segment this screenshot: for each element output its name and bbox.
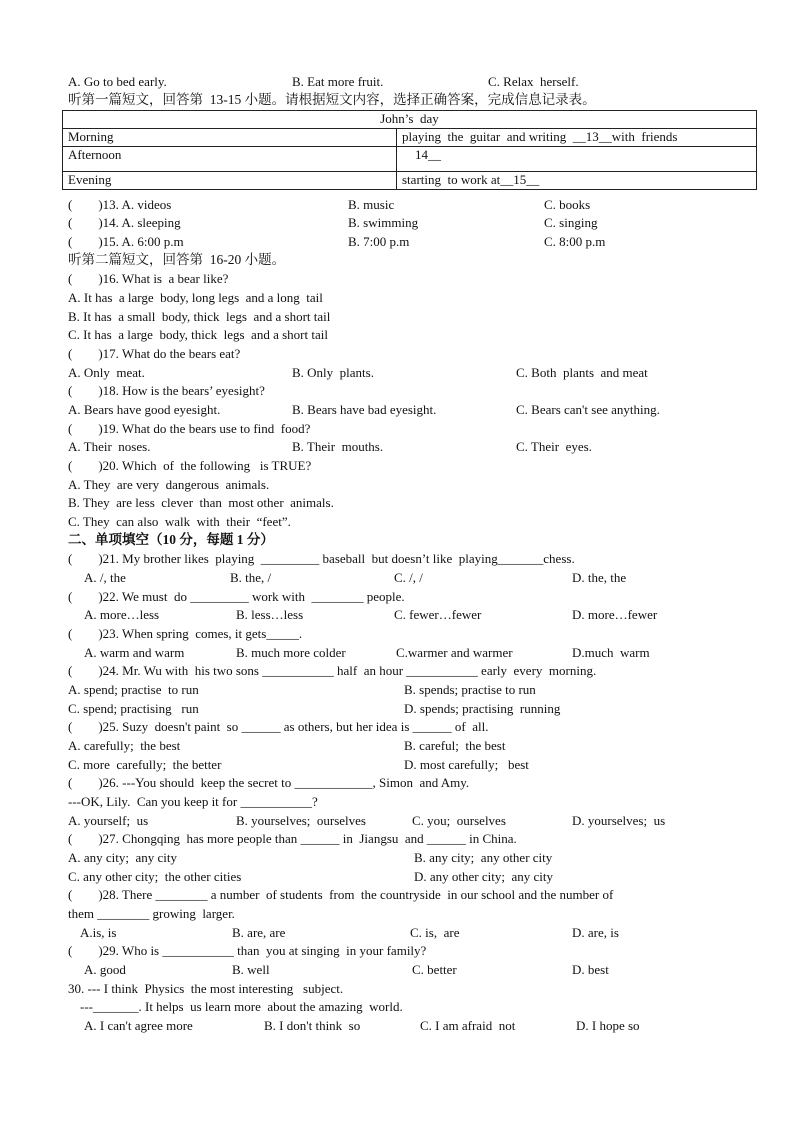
question-24-stem: ( )24. Mr. Wu with his two sons ___________ half an hour ___________ early every morning. bbox=[68, 663, 597, 678]
table-row-label: Afternoon bbox=[63, 147, 397, 172]
table-row-label: Evening bbox=[63, 172, 397, 190]
question-25-stem: ( )25. Suzy doesn't paint so ______ as others, but her idea is ______ of all. bbox=[68, 719, 489, 734]
question-26-option-b: B. yourselves; ourselves bbox=[236, 813, 366, 828]
question-24-option-c: C. spend; practising run bbox=[68, 701, 199, 716]
question-21-option-d: D. the, the bbox=[572, 570, 627, 585]
question-16-stem: ( )16. What is a bear like? bbox=[68, 271, 229, 286]
question-26-option-d: D. yourselves; us bbox=[572, 813, 666, 828]
table-row-value: 14__ bbox=[397, 147, 757, 172]
question-28-option-c: C. is, are bbox=[410, 925, 460, 940]
question-30-option-d: D. I hope so bbox=[576, 1018, 640, 1033]
q12-option-b: B. Eat more fruit. bbox=[292, 74, 384, 89]
question-17-option-a: A. Only meat. bbox=[68, 365, 145, 380]
question-27-option-d: D. any other city; any city bbox=[414, 869, 553, 884]
question-26-stem-reply: ---OK, Lily. Can you keep it for ___________? bbox=[68, 794, 318, 809]
listening-passage1-instructions: 听第一篇短文，回答第 13-15 小题。请根据短文内容，选择正确答案，完成信息记录表。 bbox=[68, 92, 596, 107]
question-29-stem: ( )29. Who is ___________ than you at singing in your family? bbox=[68, 943, 427, 958]
question-28-option-d: D. are, is bbox=[572, 925, 619, 940]
question-21-option-b: B. the, / bbox=[230, 570, 272, 585]
question-29-option-a: A. good bbox=[84, 962, 126, 977]
question-22-stem: ( )22. We must do _________ work with ________ people. bbox=[68, 589, 405, 604]
question-26-stem: ( )26. ---You should keep the secret to ____________, Simon and Amy. bbox=[68, 775, 470, 790]
question-29-option-c: C. better bbox=[412, 962, 457, 977]
question-23-stem: ( )23. When spring comes, it gets_____. bbox=[68, 626, 303, 641]
table-row-label: Morning bbox=[63, 129, 397, 147]
question-24-option-b: B. spends; practise to run bbox=[404, 682, 536, 697]
question-17-option-c: C. Both plants and meat bbox=[516, 365, 648, 380]
question-28-option-a: A.is, is bbox=[80, 925, 117, 940]
question-18-option-b: B. Bears have bad eyesight. bbox=[292, 402, 437, 417]
table-title: John’s day bbox=[63, 111, 757, 129]
question-18-option-c: C. Bears can't see anything. bbox=[516, 402, 660, 417]
question-30-option-a: A. I can't agree more bbox=[84, 1018, 193, 1033]
question-16-option-b: B. It has a small body, thick legs and a short tail bbox=[68, 309, 331, 324]
question-27-stem: ( )27. Chongqing has more people than ______ in Jiangsu and ______ in China. bbox=[68, 831, 517, 846]
question-23-option-d: D.much warm bbox=[572, 645, 650, 660]
listening-passage2-instructions: 听第二篇短文，回答第 16-20 小题。 bbox=[68, 252, 286, 267]
table-row-value: starting to work at__15__ bbox=[397, 172, 757, 190]
question-17-stem: ( )17. What do the bears eat? bbox=[68, 346, 241, 361]
question-13-option-b: B. music bbox=[348, 197, 395, 212]
question-30-option-b: B. I don't think so bbox=[264, 1018, 361, 1033]
question-16-option-c: C. It has a large body, thick legs and a short tail bbox=[68, 327, 328, 342]
johns-day-table bbox=[62, 110, 757, 190]
question-26-option-c: C. you; ourselves bbox=[412, 813, 506, 828]
question-23-option-a: A. warm and warm bbox=[84, 645, 185, 660]
q12-option-a: A. Go to bed early. bbox=[68, 74, 167, 89]
question-22-option-d: D. more…fewer bbox=[572, 607, 658, 622]
question-23-option-b: B. much more colder bbox=[236, 645, 346, 660]
question-19-stem: ( )19. What do the bears use to find food? bbox=[68, 421, 311, 436]
question-26-option-a: A. yourself; us bbox=[68, 813, 149, 828]
question-13: ( )13. A. videos bbox=[68, 197, 172, 212]
question-29-option-d: D. best bbox=[572, 962, 609, 977]
question-15: ( )15. A. 6:00 p.m bbox=[68, 234, 184, 249]
question-14: ( )14. A. sleeping bbox=[68, 215, 181, 230]
question-28-option-b: B. are, are bbox=[232, 925, 286, 940]
question-13-option-c: C. books bbox=[544, 197, 591, 212]
question-20-option-c: C. They can also walk with their “feet”. bbox=[68, 514, 291, 529]
question-22-option-a: A. more…less bbox=[84, 607, 160, 622]
question-18-option-a: A. Bears have good eyesight. bbox=[68, 402, 221, 417]
question-28-stem-cont: them ________ growing larger. bbox=[68, 906, 235, 921]
question-15-option-b: B. 7:00 p.m bbox=[348, 234, 410, 249]
question-25-option-d: D. most carefully; best bbox=[404, 757, 529, 772]
question-22-option-c: C. fewer…fewer bbox=[394, 607, 482, 622]
question-21-stem: ( )21. My brother likes playing _________ baseball but doesn’t like playing_______chess. bbox=[68, 551, 575, 566]
question-20-option-a: A. They are very dangerous animals. bbox=[68, 477, 270, 492]
question-19-option-b: B. Their mouths. bbox=[292, 439, 384, 454]
question-19-option-c: C. Their eyes. bbox=[516, 439, 592, 454]
question-16-option-a: A. It has a large body, long legs and a long tail bbox=[68, 290, 323, 305]
question-20-option-b: B. They are less clever than most other animals. bbox=[68, 495, 334, 510]
question-15-option-c: C. 8:00 p.m bbox=[544, 234, 606, 249]
question-27-option-a: A. any city; any city bbox=[68, 850, 178, 865]
q12-option-c: C. Relax herself. bbox=[488, 74, 579, 89]
question-27-option-c: C. any other city; the other cities bbox=[68, 869, 242, 884]
question-18-stem: ( )18. How is the bears’ eyesight? bbox=[68, 383, 265, 398]
question-27-option-b: B. any city; any other city bbox=[414, 850, 553, 865]
question-14-option-b: B. swimming bbox=[348, 215, 419, 230]
question-25-option-c: C. more carefully; the better bbox=[68, 757, 222, 772]
question-28-stem: ( )28. There ________ a number of students from the countryside in our school and the number of bbox=[68, 887, 614, 902]
question-25-option-b: B. careful; the best bbox=[404, 738, 506, 753]
question-14-option-c: C. singing bbox=[544, 215, 598, 230]
question-30-option-c: C. I am afraid not bbox=[420, 1018, 516, 1033]
section-2-title: 二、单项填空（10 分，每题 1 分） bbox=[68, 532, 274, 547]
question-20-stem: ( )20. Which of the following is TRUE? bbox=[68, 458, 312, 473]
question-21-option-c: C. /, / bbox=[394, 570, 423, 585]
question-23-option-c: C.warmer and warmer bbox=[396, 645, 513, 660]
question-17-option-b: B. Only plants. bbox=[292, 365, 374, 380]
table-row-value: playing the guitar and writing __13__with friends bbox=[397, 129, 757, 147]
question-24-option-a: A. spend; practise to run bbox=[68, 682, 199, 697]
question-25-option-a: A. carefully; the best bbox=[68, 738, 181, 753]
question-29-option-b: B. well bbox=[232, 962, 270, 977]
question-22-option-b: B. less…less bbox=[236, 607, 304, 622]
question-21-option-a: A. /, the bbox=[84, 570, 126, 585]
question-19-option-a: A. Their noses. bbox=[68, 439, 151, 454]
question-30-stem-reply: ---_______. It helps us learn more about the amazing world. bbox=[80, 999, 403, 1014]
question-24-option-d: D. spends; practising running bbox=[404, 701, 561, 716]
question-30-stem: 30. --- I think Physics the most interesting subject. bbox=[68, 981, 344, 996]
